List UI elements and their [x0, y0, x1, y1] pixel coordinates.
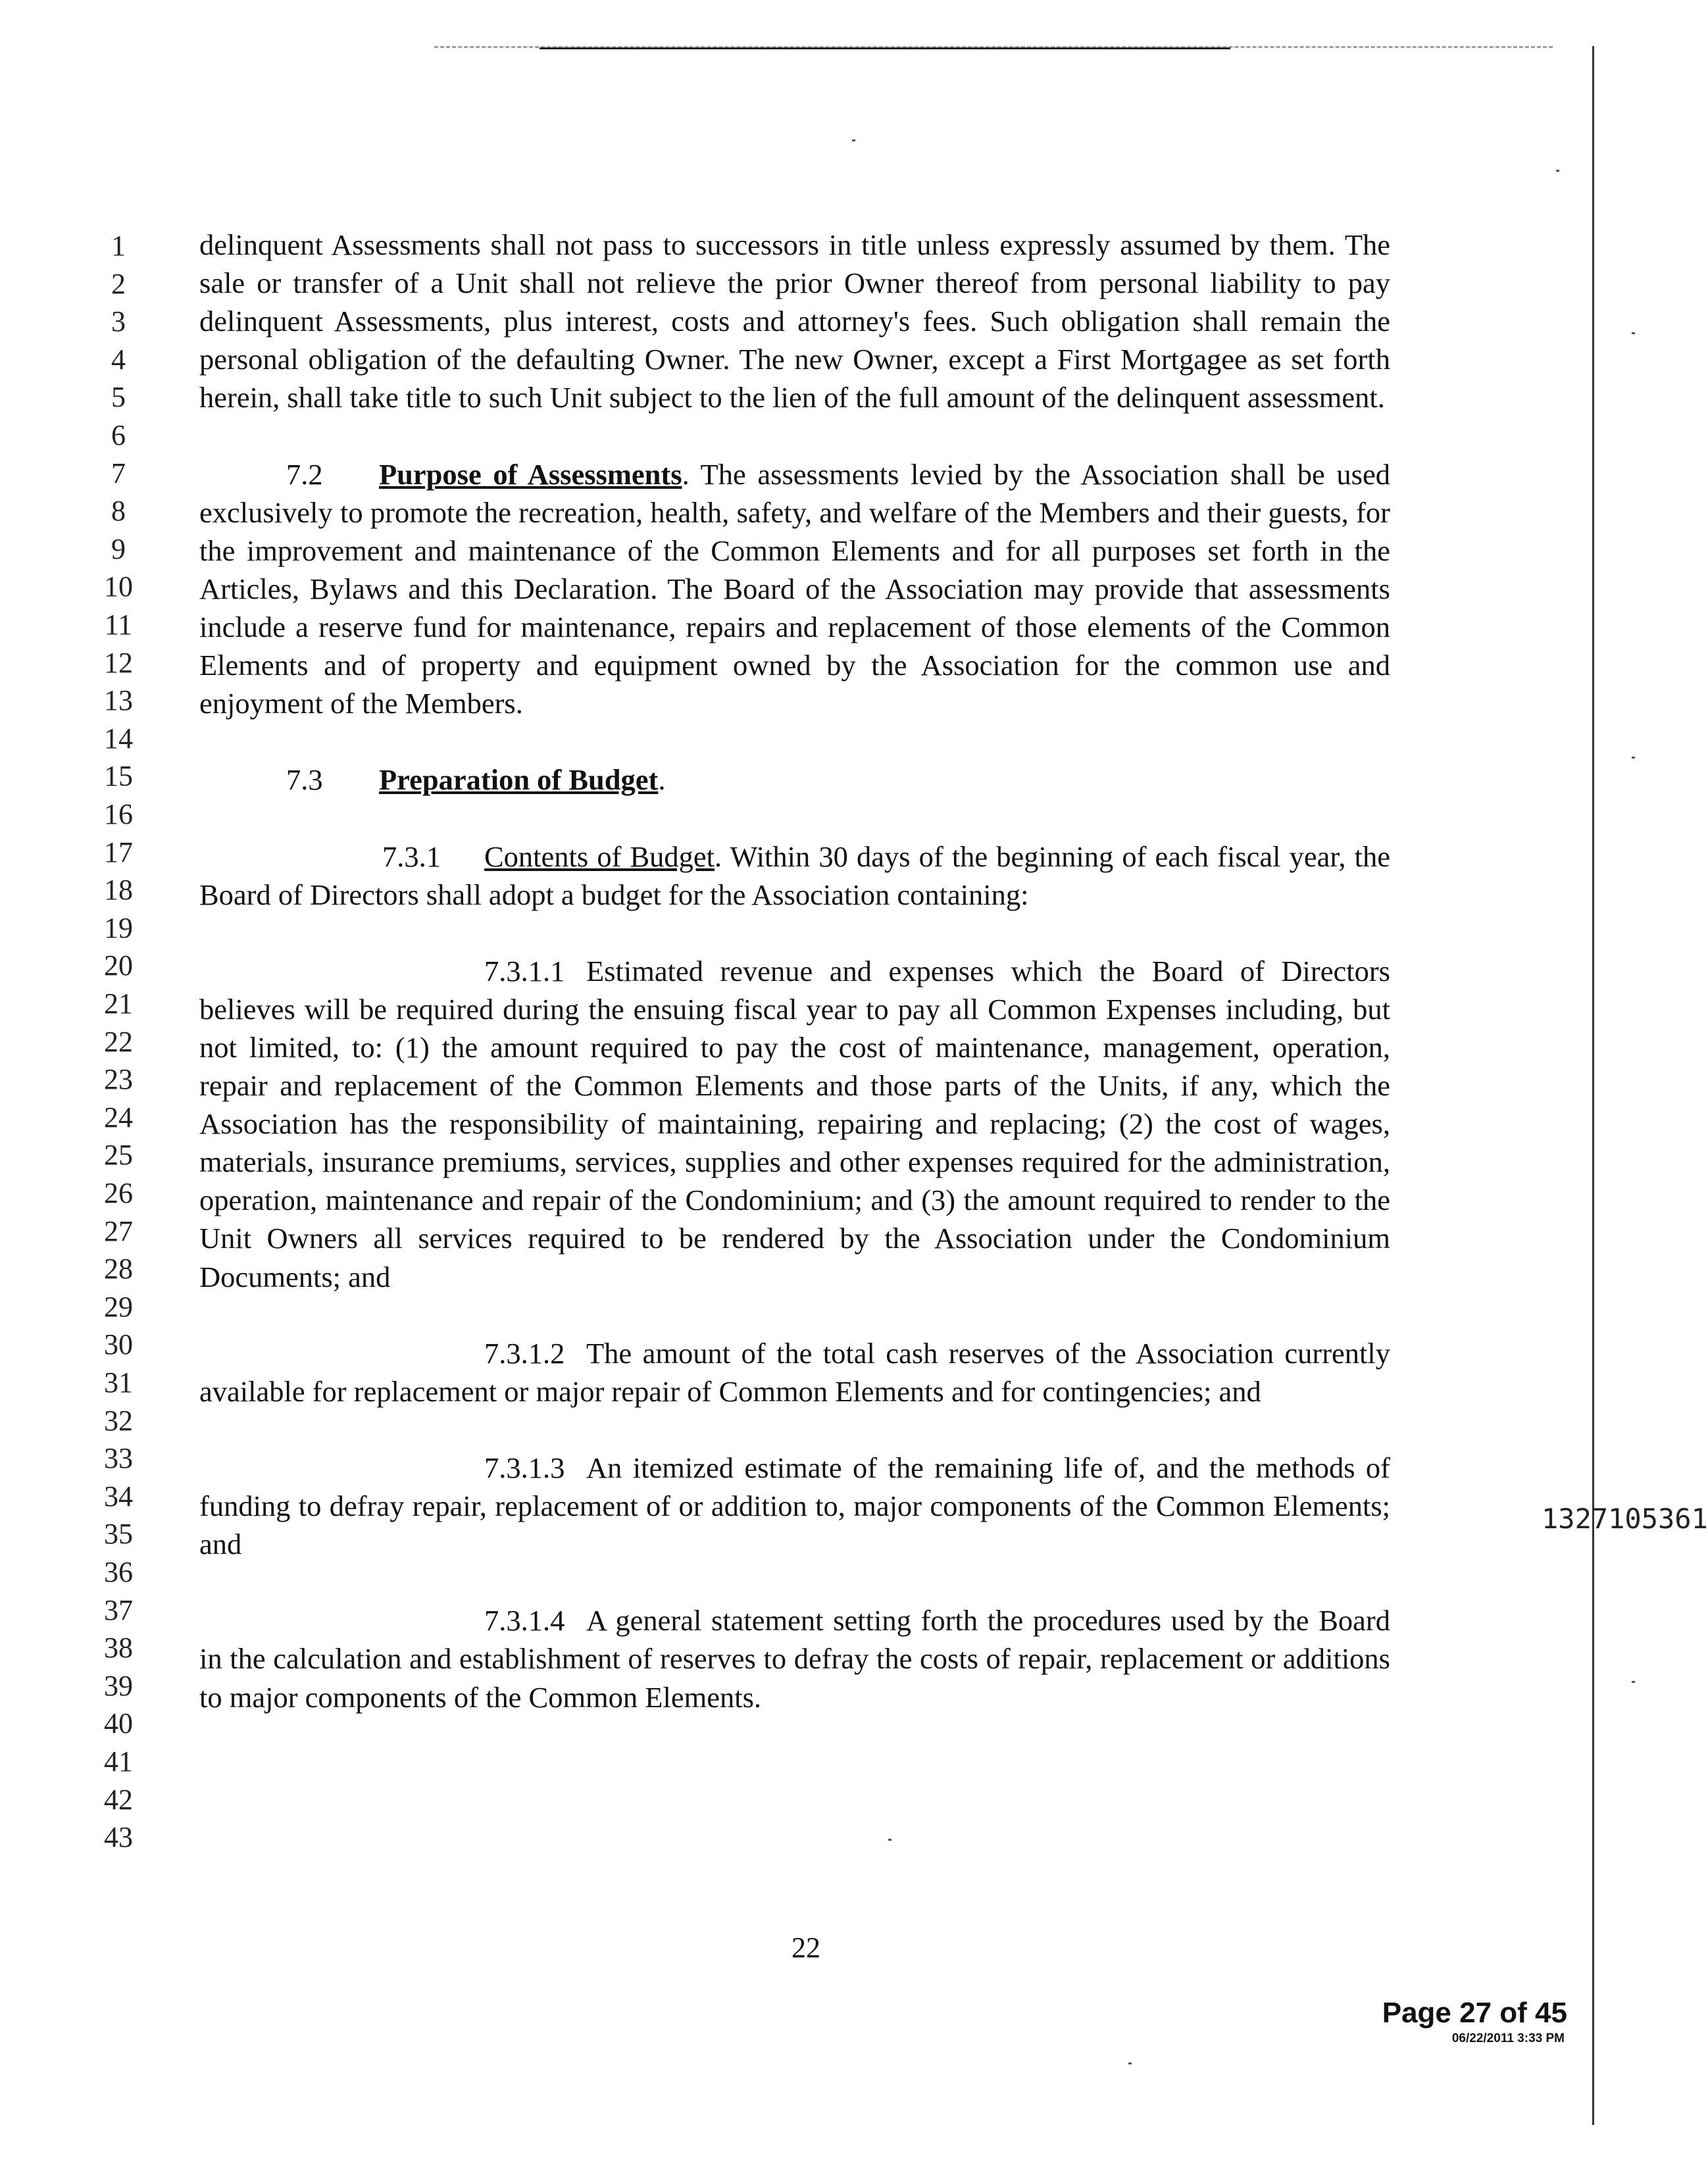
footer-timestamp: 06/22/2011 3:33 PM — [1451, 2032, 1565, 2045]
line-number: 33 — [104, 1442, 133, 1475]
section-number: 7.3.1.3 — [484, 1451, 565, 1484]
section-7-3-1-1 — [199, 952, 1390, 1296]
section-number: 7.3.1 — [382, 839, 441, 873]
section-heading: Purpose of Assessments — [379, 457, 682, 491]
scan-speck — [1632, 332, 1635, 334]
line-number: 14 — [104, 722, 133, 755]
line-number: 1 — [111, 230, 126, 262]
scan-speck — [888, 1839, 892, 1841]
line-number: 10 — [104, 570, 133, 603]
line-number: 12 — [104, 646, 133, 679]
line-number: 36 — [104, 1556, 133, 1588]
section-text: A general statement setting forth the procedures used by the Board in the calculation and establishment of reserves to defray the costs of repair, replacement or additions to major components of the Common Elements. — [199, 1604, 1390, 1714]
line-number: 38 — [104, 1632, 133, 1664]
line-number: 25 — [104, 1139, 133, 1172]
line-number: 41 — [104, 1745, 133, 1778]
line-number: 13 — [104, 684, 133, 717]
line-number: 37 — [104, 1593, 133, 1626]
line-number: 30 — [104, 1328, 133, 1361]
line-number: 26 — [104, 1177, 133, 1209]
line-number: 40 — [104, 1707, 133, 1740]
line-number: 5 — [111, 381, 126, 414]
page-number: 22 — [791, 1932, 820, 1964]
line-number: 34 — [104, 1480, 133, 1512]
line-number: 27 — [104, 1214, 133, 1247]
section-7-3-1-3 — [199, 1449, 1390, 1563]
line-number: 8 — [111, 495, 126, 528]
scan-speck — [1556, 170, 1559, 172]
line-number: 18 — [104, 874, 133, 907]
line-number: 35 — [104, 1518, 133, 1551]
scan-top-rule — [540, 47, 1230, 49]
line-number: 9 — [111, 532, 126, 565]
section-number: 7.3.1.4 — [484, 1604, 565, 1637]
section-7-3-1-2 — [199, 1334, 1390, 1410]
line-number: 6 — [111, 419, 126, 451]
line-number: 20 — [104, 949, 133, 982]
section-text: . Within 30 days of the beginning of each fiscal year, the Board of Directors shall adopt a budget for the Association containing: — [199, 839, 1390, 911]
section-text: The amount of the total cash reserves of the Association currently available for replacement or major repair of Common Elements and for contingencies; and — [199, 1336, 1390, 1408]
section-text: Estimated revenue and expenses which the Board of Directors believes will be required during the ensuing fiscal year to pay all Common Expenses including, but not limited, to: (1) the amount required to pay the cost of maintenance, management, operation, repair and replacement of the Common Elements and those parts of the Units, if any, which the Association has the responsibility of maintaining, repairing and replacing; (2) the cost of wages, materials, insurance premiums, services, supplies and other expenses required for the administration, operation, maintenance and repair of the Condominium; and (3) the amount required to render to the Unit Owners all services required to be rendered by the Association under the Condominium Documents; and — [199, 954, 1390, 1293]
line-number: 21 — [104, 987, 133, 1020]
line-number: 4 — [111, 343, 126, 376]
section-7-2 — [199, 455, 1390, 723]
line-number: 31 — [104, 1366, 133, 1399]
scan-speck — [1128, 2062, 1132, 2064]
section-7-3 — [199, 761, 1390, 799]
scan-speck — [1632, 1681, 1635, 1683]
line-number: 19 — [104, 911, 133, 944]
paragraph-delinquent-assessments: delinquent Assessments shall not pass to successors in title unless expressly assumed by them. The sale or transfer of a Unit shall not relieve the prior Owner thereof from personal liability to pay delinquent Assessments, plus interest, costs and attorney's fees. Such obligation shall remain the personal obligation of the defaulting Owner. The new Owner, except a First Mortgagee as set forth herein, shall take title to such Unit subject to the lien of the full amount of the delinquent assessment. — [199, 228, 1390, 414]
recording-stamp-number: 1327105361 — [1542, 1503, 1708, 1535]
line-number: 42 — [104, 1783, 133, 1816]
line-number: 3 — [111, 305, 126, 338]
line-number: 28 — [104, 1253, 133, 1285]
line-number: 17 — [104, 836, 133, 868]
line-number: 22 — [104, 1025, 133, 1058]
section-heading: Contents of Budget — [484, 839, 715, 873]
line-number: 2 — [111, 267, 126, 300]
line-number: 32 — [104, 1404, 133, 1437]
document-body — [199, 226, 1390, 1716]
section-7-3-1-4 — [199, 1601, 1390, 1716]
section-punctuation: . — [658, 763, 666, 797]
section-7-3-1 — [199, 837, 1390, 914]
section-heading: Preparation of Budget — [379, 763, 659, 797]
section-number: 7.3.1.2 — [484, 1336, 565, 1370]
line-number: 16 — [104, 798, 133, 830]
line-number: 29 — [104, 1290, 133, 1323]
line-number: 7 — [111, 457, 126, 489]
section-text: . The assessments levied by the Association shall be used exclusively to promote the recreation, health, safety, and welfare of the Members and their guests, for the improvement and maintenance of the Common Elements and for all purposes set forth in the Articles, Bylaws and this Declaration. The Board of the Association may provide that assessments include a reserve fund for maintenance, repairs and replacement of those elements of the Common Elements and of property and equipment owned by the Association for the common use and enjoyment of the Members. — [199, 457, 1390, 720]
scan-right-edge-rule — [1592, 46, 1594, 2125]
section-number: 7.2 — [286, 457, 323, 491]
section-text: An itemized estimate of the remaining life of, and the methods of funding to defray repair, replacement of or addition to, major components of the Common Elements; and — [199, 1451, 1390, 1561]
line-number: 39 — [104, 1669, 133, 1702]
line-number: 15 — [104, 760, 133, 793]
section-number: 7.3 — [286, 763, 323, 797]
scan-speck — [1632, 757, 1635, 759]
scan-speck — [852, 139, 855, 141]
line-number: 43 — [104, 1821, 133, 1854]
line-number: 24 — [104, 1101, 133, 1134]
line-number: 23 — [104, 1063, 133, 1096]
line-number: 11 — [104, 609, 133, 641]
footer-page-count: Page 27 of 45 — [1382, 1997, 1567, 2029]
section-number: 7.3.1.1 — [484, 954, 565, 987]
